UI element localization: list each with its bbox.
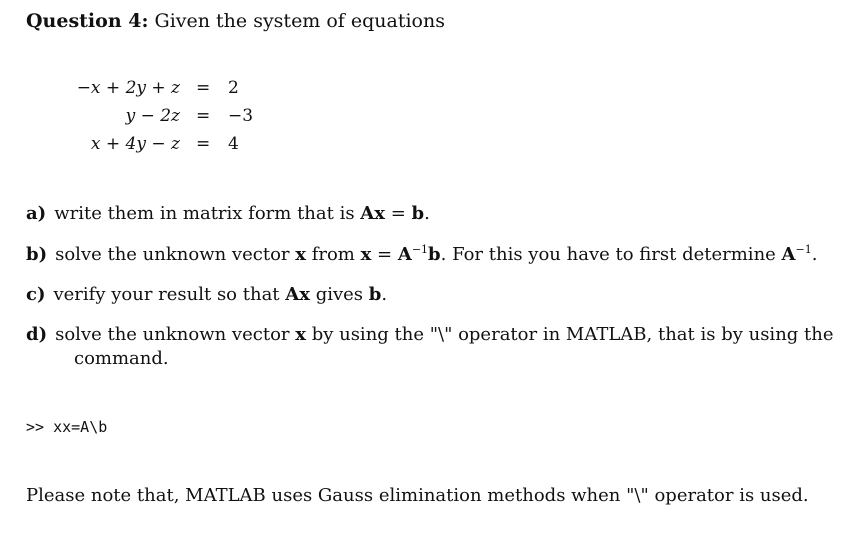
item-c-period: . — [381, 284, 388, 305]
item-b-text: solve the unknown vector — [55, 244, 296, 265]
equation-2-equals: = — [196, 106, 211, 126]
question-text: Given the system of equations — [154, 10, 445, 32]
item-c-label: c) — [26, 284, 46, 305]
item-d-text: solve the unknown vector — [55, 324, 296, 345]
item-d-math-x: x — [295, 324, 306, 345]
item-d-label: d) — [26, 324, 48, 345]
item-a-math-ax: Ax — [360, 203, 385, 224]
item-b-from: from — [305, 244, 361, 265]
item-a — [26, 203, 430, 224]
question-heading — [26, 10, 445, 32]
item-b-sup-inverse-2: −1 — [795, 243, 812, 256]
item-b-sup-inverse: −1 — [411, 243, 429, 256]
question-label: Question 4: — [26, 10, 149, 32]
equation-3-equals: = — [196, 134, 211, 154]
equation-1-equals: = — [196, 78, 211, 98]
item-c-text: verify your result so that — [53, 284, 286, 305]
equation-2-lhs: y − 2z — [125, 106, 180, 126]
item-b — [26, 243, 817, 265]
item-d — [26, 324, 834, 345]
equation-3-lhs: x + 4y − z — [90, 134, 180, 154]
item-c — [26, 284, 387, 305]
item-d-text-2: by using the "\" operator in MATLAB, that is by using the — [305, 324, 834, 345]
note-text: Please note that, MATLAB uses Gauss elimination methods when "\" operator is used. — [26, 485, 809, 506]
item-c-math-ax: Ax — [285, 284, 310, 305]
item-a-label: a) — [26, 203, 47, 224]
equation-1-lhs: −x + 2y + z — [76, 78, 180, 98]
matlab-command: >> xx=A\b — [26, 418, 108, 436]
item-b-math-b: b — [428, 244, 441, 265]
item-b-text-2: . For this you have to first determine — [440, 244, 782, 265]
equation-1-rhs: 2 — [228, 78, 239, 98]
item-b-math-a2: A — [781, 244, 796, 265]
item-b-label: b) — [26, 244, 48, 265]
item-b-equals: = — [371, 244, 398, 265]
item-a-text: write them in matrix form that is — [54, 203, 361, 224]
item-d-continuation: command. — [74, 348, 169, 369]
item-b-math-x2: x — [360, 244, 372, 265]
item-b-math-x: x — [295, 244, 306, 265]
item-b-period: . — [811, 244, 818, 265]
equation-3-rhs: 4 — [228, 134, 239, 154]
item-a-period: . — [424, 203, 430, 224]
item-a-equals: = — [385, 203, 412, 224]
item-a-math-b: b — [411, 203, 425, 224]
item-c-math-b: b — [368, 284, 382, 305]
equation-2-rhs: −3 — [228, 106, 254, 126]
item-b-math-a: A — [397, 244, 412, 265]
item-c-gives: gives — [309, 284, 369, 305]
